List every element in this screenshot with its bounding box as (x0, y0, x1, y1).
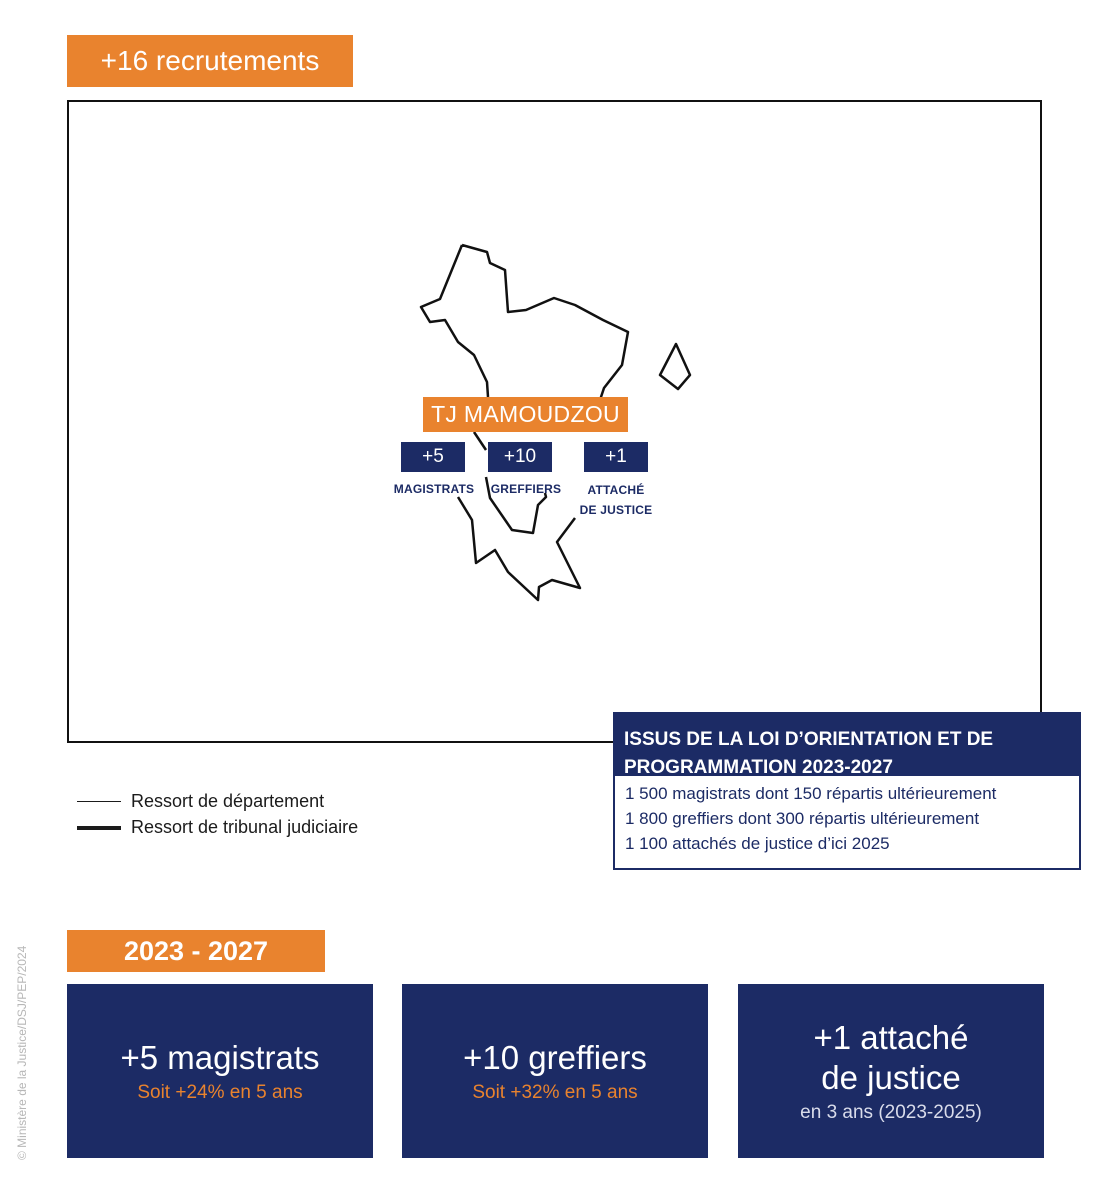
lpj-title-line1: ISSUS DE LA LOI D’ORIENTATION ET DE (624, 729, 994, 750)
greffiers-card-subtitle: Soit +32% en 5 ans (472, 1082, 638, 1103)
lpj-line-attaches: 1 100 attachés de justice d’ici 2025 (625, 834, 890, 853)
attache-label-line2: DE JUSTICE (579, 503, 653, 517)
lpj-line-magistrats: 1 500 magistrats dont 150 répartis ultérieurement (625, 784, 997, 803)
magistrats-card-subtitle: Soit +24% en 5 ans (137, 1082, 303, 1103)
legend-tribunal (77, 817, 358, 838)
attache-label-line1: ATTACHÉ (587, 483, 645, 497)
lpj-info-lines (615, 776, 1079, 856)
period-tag (67, 930, 325, 972)
attache-card (738, 984, 1044, 1158)
thick-line-symbol (77, 826, 121, 830)
lpj-info-title (615, 714, 1079, 776)
lpj-info-box (613, 712, 1081, 870)
legend-department (77, 791, 324, 812)
lpj-line-greffiers: 1 800 greffiers dont 300 répartis ultérieurement (625, 809, 980, 828)
legend-department-text: Ressort de département (131, 791, 325, 811)
magistrats-card-title: +5 magistrats (120, 1039, 320, 1076)
attache-count: +1 (605, 446, 627, 467)
period-text: 2023 - 2027 (123, 935, 269, 966)
copyright-credit: © Ministère de la Justice/DSJ/PEP/2024 (15, 945, 29, 1160)
attache-card-title-line2: de justice (821, 1059, 961, 1096)
magistrats-label: MAGISTRATS (393, 482, 475, 496)
legend-tribunal-text: Ressort de tribunal judiciaire (131, 817, 359, 837)
greffiers-label: GREFFIERS (490, 482, 562, 496)
recruitment-total-text: +16 recrutements (100, 45, 320, 76)
greffiers-card-title: +10 greffiers (463, 1039, 647, 1076)
lpj-title-line2: PROGRAMMATION 2023-2027 (624, 757, 893, 778)
attache-label (571, 480, 661, 520)
greffiers-count: +10 (503, 446, 537, 467)
attache-count-box (584, 442, 648, 472)
tribunal-label (423, 397, 628, 432)
thin-line-symbol (77, 801, 121, 803)
greffiers-card (402, 984, 708, 1158)
attache-card-title-line1: +1 attaché (813, 1019, 969, 1056)
greffiers-count-box (488, 442, 552, 472)
magistrats-count-box (401, 442, 465, 472)
petite-terre-outline (660, 344, 690, 389)
magistrats-count: +5 (422, 446, 444, 467)
magistrats-card (67, 984, 373, 1158)
attache-card-subtitle: en 3 ans (2023-2025) (800, 1102, 982, 1123)
tribunal-label-text: TJ MAMOUDZOU (431, 401, 620, 427)
